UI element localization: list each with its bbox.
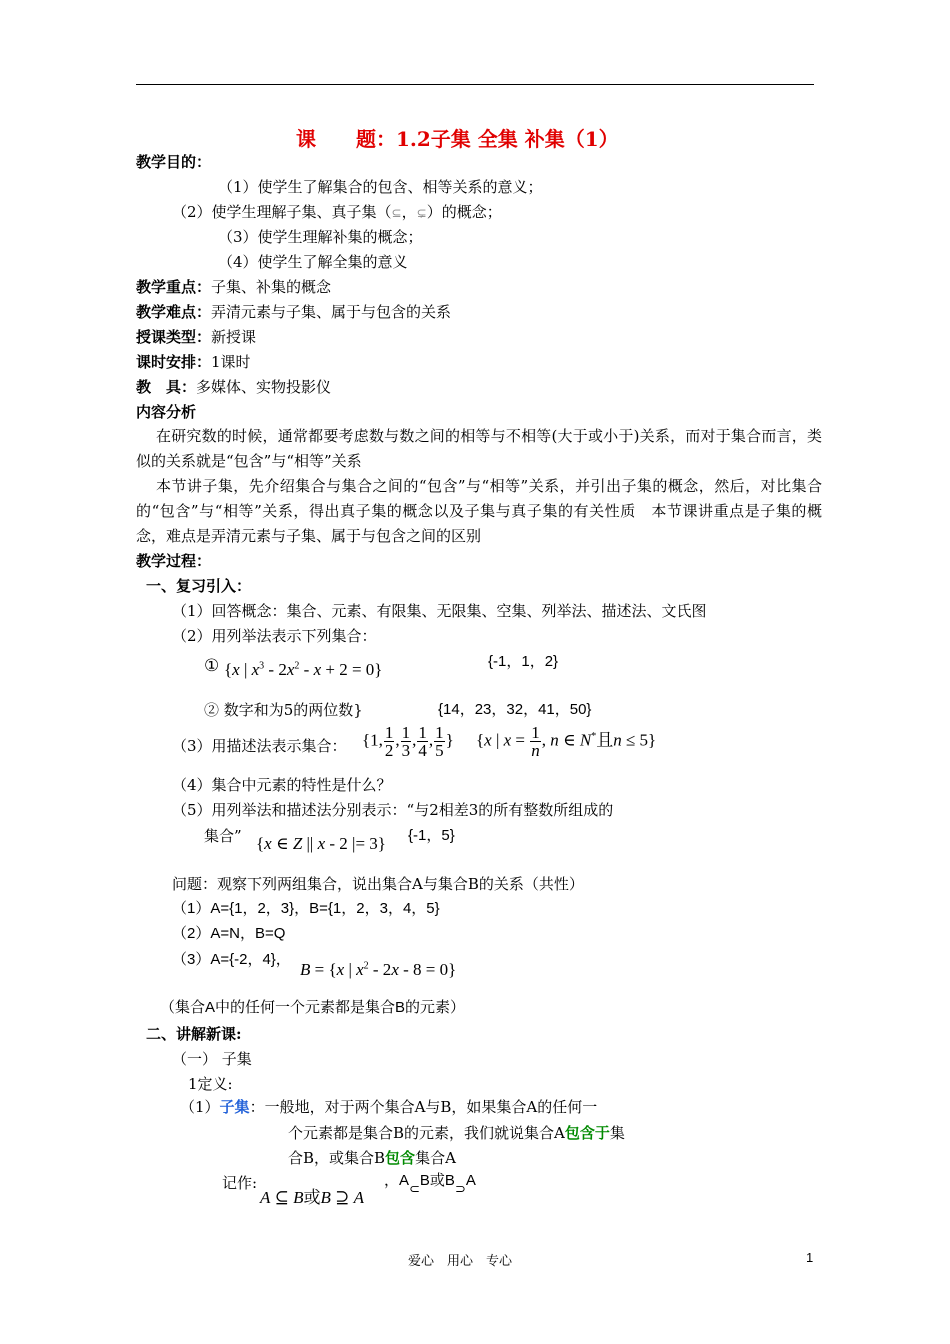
contains-term: 包含	[385, 1149, 416, 1167]
proper-subset-icon: ⊂	[409, 1181, 420, 1196]
contained-in-term: 包含于	[564, 1124, 610, 1142]
review-pair-2: （2）A=N，B=Q	[172, 925, 286, 942]
key-points: 教学重点：子集、补集的概念	[136, 278, 332, 296]
review-q5b: 集合”	[204, 827, 242, 845]
analysis-heading: 内容分析	[136, 403, 197, 421]
objective-1: （1）使学生了解集合的包含、相等关系的意义；	[218, 178, 543, 196]
circled-1: ①	[204, 656, 220, 676]
equation-1-answer: {-1，1，2}	[488, 653, 559, 670]
new-lesson-heading: 二、讲解新课:	[146, 1025, 242, 1043]
notation-tail: ，A⊂B或B⊃A	[384, 1172, 476, 1196]
subset-section: （一） 子集	[172, 1050, 252, 1068]
tools: 教 具：多媒体、实物投影仪	[136, 378, 332, 396]
analysis-paragraph-1: 在研究数的时候，通常都要考虑数与数之间的相等与不相等(大于或小于)关系，而对于集合而言，类似的关系就是“包含”与“相等”关系	[136, 427, 822, 470]
objectives-label: 教学目的：	[136, 153, 212, 171]
equation-abs: {x ∈ Z || x - 2 |= 3}	[256, 834, 386, 853]
proper-superset-icon: ⊃	[454, 1181, 466, 1196]
review-q4: （4）集合中元素的特性是什么？	[172, 776, 392, 794]
page-number: 1	[806, 1250, 814, 1265]
proper-subset-symbol-icon: ⊊	[416, 206, 427, 220]
footer-motto: 爱心 用心 专心	[408, 1254, 513, 1269]
analysis-paragraph-2: 本节讲子集，先介绍集合与集合之间的“包含”与“相等”关系，并引出子集的概念，然后，对比集合的“包含”与“相等”关系，得出真子集的概念以及子集与真子集的有关性质 本节课讲重点是子集的概念，难点是弄清元素与子集、属于与包含之间的区别	[136, 477, 822, 545]
review-q2b-answer: {14，23，32，41，50}	[438, 701, 592, 718]
definition-line-2: 个元素都是集合B的元素，我们就说集合A包含于集	[288, 1124, 625, 1142]
equation-set-builder: {x | x = $\frac{1}{n}$ , n ∈ N*且n ≤ 5}	[476, 723, 657, 760]
objective-4: （4）使学生了解全集的意义	[218, 253, 408, 271]
definition-line-3: 合B，或集合B包含集合A	[288, 1149, 456, 1167]
review-q3: （3）用描述法表示集合：	[172, 737, 347, 755]
equation-set-fractions: {1, $\frac{1}{2}$ , $\frac{1}{3}$ , $\frac{1}{4}$ , $\frac{1}{5}$ }	[362, 723, 454, 760]
notation-label: 记作:	[222, 1174, 258, 1192]
review-q1: （1）回答概念：集合、元素、有限集、无限集、空集、列举法、描述法、文氏图	[172, 602, 707, 620]
objective-3: （3）使学生理解补集的概念；	[218, 228, 423, 246]
review-q2b: ② 数字和为5的两位数}	[204, 701, 363, 719]
definition-line-1: （1）子集：一般地，对于两个集合A与B，如果集合A的任何一	[180, 1098, 598, 1116]
equation-B: B = {x | $x^2 - 2x - 8 = 0$}	[300, 960, 457, 979]
equation-1: {x | $x^3 - 2x^2 - x + 2 = 0$}	[224, 660, 383, 679]
difficulties: 教学难点：弄清元素与子集、属于与包含的关系	[136, 303, 452, 321]
review-conclusion: （集合A中的任何一个元素都是集合B的元素）	[160, 999, 466, 1016]
notation-equation: A ⊆ B或B ⊇ A	[260, 1188, 365, 1207]
schedule: 课时安排：1课时	[136, 353, 251, 371]
page-title: 课 题：1.2子集 全集 补集（1）	[296, 127, 619, 151]
subset-term: 子集	[219, 1098, 250, 1116]
review-q2: （2）用列举法表示下列集合：	[172, 627, 377, 645]
review-q5a: （5）用列举法和描述法分别表示：“与2相差3的所有整数所组成的	[172, 801, 614, 819]
review-question: 问题：观察下列两组集合，说出集合A与集合B的关系（共性）	[172, 875, 584, 893]
subset-symbol-icon: ⊆	[391, 206, 402, 220]
review-heading: 一、复习引入：	[146, 577, 252, 595]
review-pair-3: （3）A={-2，4}，	[172, 951, 291, 968]
objective-2: （2）使学生理解子集、真子集（⊆，⊊）的概念；	[172, 203, 502, 221]
review-q5-answer: {-1，5}	[408, 827, 455, 844]
definition-label: 1定义:	[188, 1075, 233, 1093]
process-heading: 教学过程：	[136, 552, 212, 570]
header-rule	[136, 84, 814, 85]
lesson-type: 授课类型：新授课	[136, 328, 257, 346]
review-pair-1: （1）A={1，2，3}，B={1，2，3，4，5}	[172, 900, 440, 917]
